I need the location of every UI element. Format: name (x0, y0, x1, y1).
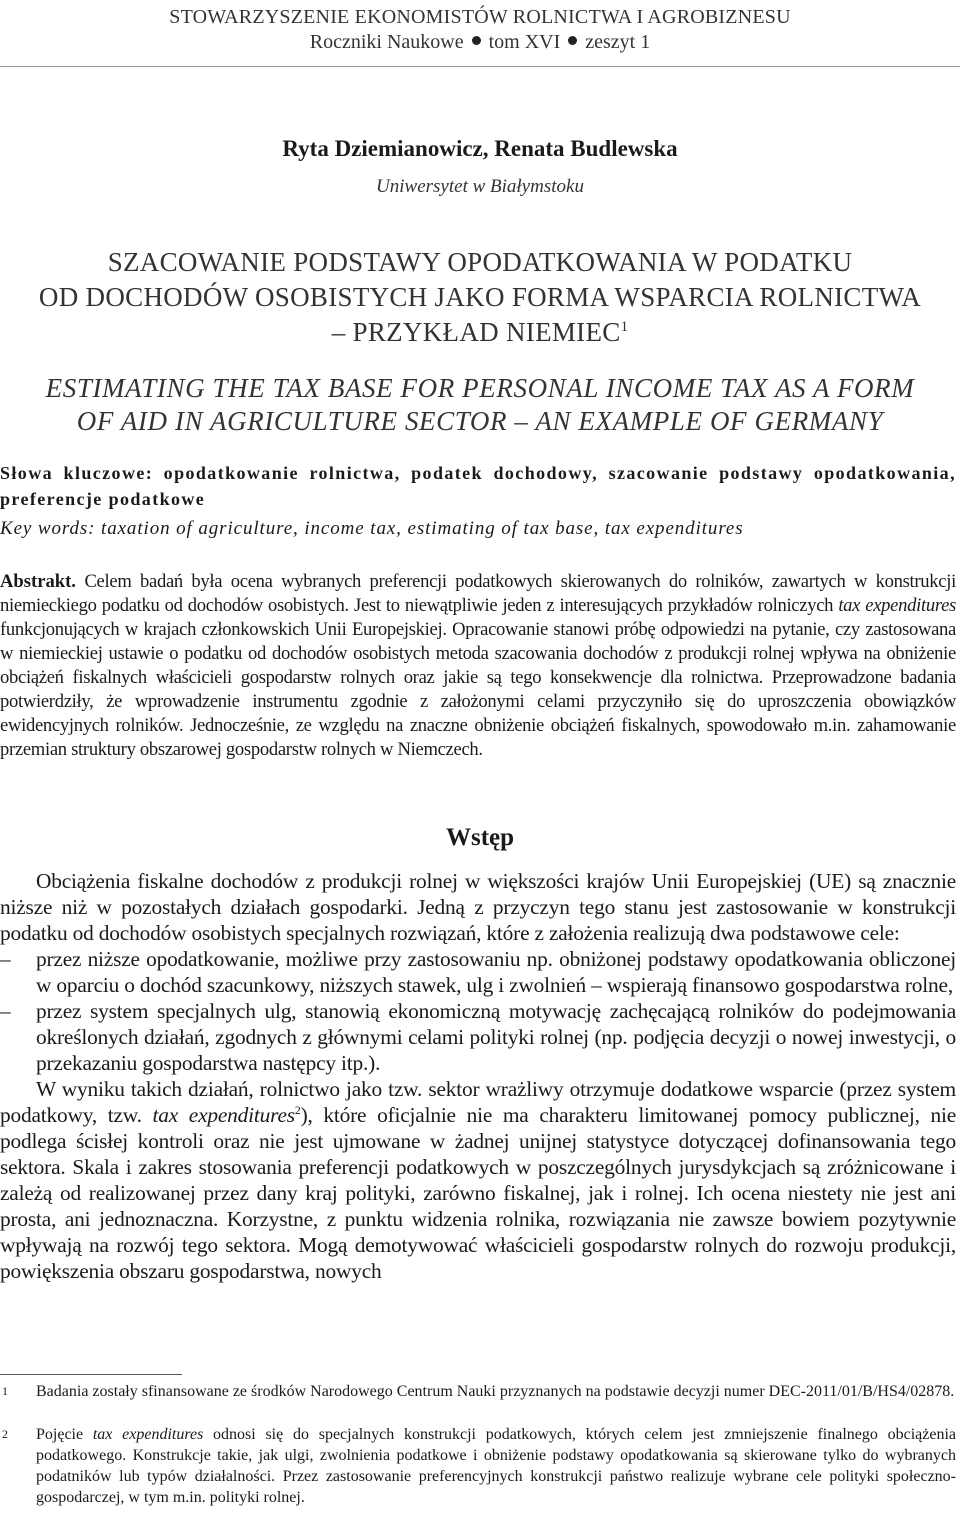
title-english-line: OF AID IN AGRICULTURE SECTOR – AN EXAMPLE OF GERMANY (76, 406, 884, 436)
footnote-italic-term: tax expenditures (92, 1426, 204, 1443)
intro-paragraph (0, 1076, 956, 1284)
intro-paragraph: Obciążenia fiskalne dochodów z produkcji rolnej w większości krajów Unii Europejskiej (UE) są znacznie niższe niż w pozostałych działach gospodarki. Jedną z przyczyn tego stanu jest zastosowanie w konstrukcji podatku od dochodów osobistych specjalnych rozwiązań, które z założenia realizują dwa podstawowe cele: (0, 869, 956, 945)
paragraph-text: W wyniku takich działań, rolnictwo jako tzw. sektor wrażliwy otrzymuje dodatkowe wsparcie (przez system podatkowy, tzw. (0, 1077, 956, 1127)
header-rule (0, 66, 960, 67)
italic-term: tax expenditures (152, 1103, 295, 1127)
running-header-journal (0, 31, 960, 54)
paragraph-text: ), które oficjalnie nie ma charakteru limitowanej pomocy publicznej, nie podlega ścisłej kontroli oraz nie jest ujmowane w żadnej unijnej statystyce dotyczącej dofinansowania tego sektora. Skala i zakres stosowania preferencji podatkowych w poszczególnych jurysdykcjach są zróżnicowane i zależą od realizowanej przez dany kraj polityki, zarówno fiskalnej, jak i rolnej. Ich ocena niestety nie jest ani prosta, ani jednoznaczna. Korzystne, z punktu widzenia rolnika, rozwiązania nie zawsze bowiem pozytywnie wpływają na rozwój tego sektora. Mogą demotywować właścicieli gospodarstw rolnych do rozwoju produkcji, powiększenia obszaru gospodarstwa, nowych (0, 1103, 956, 1283)
title-english-line: ESTIMATING THE TAX BASE FOR PERSONAL INCOME TAX AS A FORM (45, 373, 915, 403)
bullet-text: przez system specjalnych ulg, stanowią ekonomiczną motywację zachęcającą rolników do podejmowania określonych działań, zgodnych z głównymi celami polityki rolnej (np. podjęcia decyzji o nowej inwestycji, o przekazaniu gospodarstwa następcy itp.). (36, 999, 956, 1075)
abstract-label: Abstrakt. (0, 571, 76, 592)
journal-name: Roczniki Naukowe (309, 31, 464, 53)
footnote-ref[interactable]: 2 (294, 1103, 301, 1117)
dash-marker: – (0, 947, 11, 971)
journal-issue: zeszyt 1 (585, 31, 651, 53)
abstract-text: Celem badań była ocena wybranych preferencji podatkowych skierowanych do rolników, zawartych w konstrukcji niemieckiego podatku od dochodów osobistych. Jest to niewątpliwie jeden z interesujących przykładów rolniczych (0, 571, 956, 616)
dash-marker: – (0, 999, 11, 1023)
journal-volume: tom XVI (488, 31, 561, 53)
footnote-number: 2 (2, 1427, 8, 1441)
affiliation: Uniwersytet w Białymstoku (376, 176, 584, 197)
footnote-text-part: odnosi się do specjalnych konstrukcji podatkowych, których celem jest zmniejszenie finalnego obciążenia podatkowego. Konstrukcje takie, jak ulgi, zwolnienia podatkowe i obniżenie podstawy opodatkowania są skierowane tylko do wybranych podatników lub typów działalności. Przez zastosowanie preferencyjnych konstrukcji państwo realizuje wybrane cele polityki społeczno-gospodarczej, w tym m.in. polityki rolnej. (36, 1426, 957, 1506)
title-polish-line: OD DOCHODÓW OSOBISTYCH JAKO FORMA WSPARCIA ROLNICTWA (38, 282, 922, 312)
bullet-dot-icon (472, 36, 481, 45)
keywords-english: Key words: taxation of agriculture, income tax, estimating of tax base, tax expenditures (0, 518, 744, 539)
bullet-item (0, 946, 956, 998)
footnote-text-part: Pojęcie (36, 1426, 93, 1443)
abstract-italic-term: tax expenditures (838, 595, 956, 616)
keywords-polish: Słowa kluczowe: opodatkowanie rolnictwa, podatek dochodowy, szacowanie podstawy opodatkowania, preferencje podatkowe (0, 463, 956, 509)
authors: Ryta Dziemianowicz, Renata Budlewska (282, 136, 678, 161)
bullet-item (0, 998, 956, 1076)
bullet-text: przez niższe opodatkowanie, możliwe przy zastosowaniu np. obniżonej podstawy opodatkowania obliczonej w oparciu o dochód szacunkowy, niższych stawek, ulg i zwolnień – wspierają finansowo gospodarstwa rolne, (36, 947, 956, 997)
running-header-society: STOWARZYSZENIE EKONOMISTÓW ROLNICTWA I AGROBIZNESU (169, 6, 791, 28)
title-english (0, 372, 960, 438)
intro-body (0, 868, 956, 1284)
footnote-text (36, 1424, 956, 1508)
footnote-rule (0, 1374, 182, 1375)
title-polish-line (0, 315, 960, 350)
abstract (0, 570, 956, 762)
title-polish (0, 245, 960, 350)
section-heading: Wstęp (445, 824, 515, 851)
footnote-text: Badania zostały sfinansowane ze środków Narodowego Centrum Nauki przyznanych na podstawie decyzji numer DEC-2011/01/B/HS4/02878. (36, 1383, 955, 1400)
bullet-dot-icon (568, 36, 577, 45)
title-polish-line-text: – PRZYKŁAD NIEMIEC (331, 317, 621, 347)
footnote-2 (0, 1424, 956, 1508)
footnote-1 (0, 1381, 956, 1402)
title-polish-line: SZACOWANIE PODSTAWY OPODATKOWANIA W PODATKU (107, 247, 853, 277)
footnote-ref[interactable]: 1 (620, 319, 629, 335)
footnote-number: 1 (2, 1384, 8, 1398)
abstract-text: funkcjonujących w krajach członkowskich Unii Europejskiej. Opracowanie stanowi próbę odpowiedzi na pytanie, czy zastosowana w niemieckiej ustawie o podatku od dochodów osobistych metoda szacowania dochodów z produkcji rolnej wpływa na obniżenie obciążeń fiskalnych właścicieli gospodarstw rolnych oraz jakie są tego konsekwencje dla rolnictwa. Przeprowadzone badania potwierdziły, że wprowadzenie instrumentu zgodnie z założonymi celami przyczyniło się do uproszczenia obowiązków ewidencyjnych rolników. Jednocześnie, ze względu na znaczne obniżenie obciążeń fiskalnych, spowodowało m.in. zahamowanie przemian struktury obszarowej gospodarstw rolnych w Niemczech. (0, 619, 956, 760)
